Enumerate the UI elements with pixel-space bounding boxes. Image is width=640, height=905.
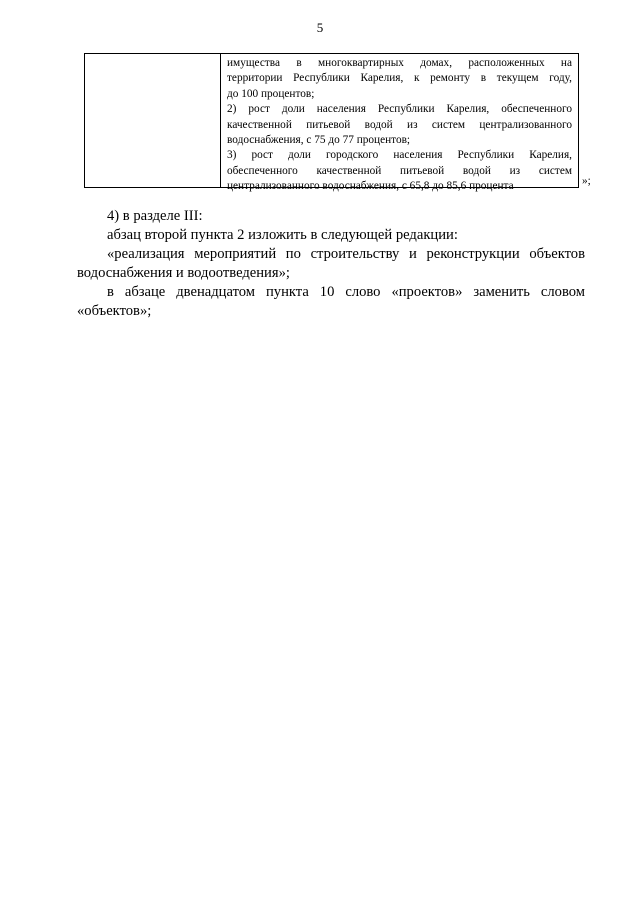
page-number: 5 [316,20,324,35]
table-line: обеспеченного качественной питьевой водой из систем [227,164,572,177]
table-line: 2) рост доли населения Республики Карелия, обеспеченного [227,103,572,116]
document-body [77,207,585,321]
paragraph-amendment-2-line-1: в абзаце двенадцатом пункта 10 слово «проектов» заменить словом [107,284,585,300]
table-line: 3) рост доли городского населения Республики Карелия, [227,149,572,162]
table-cell-right [221,54,578,193]
paragraph-section-item: 4) в разделе III: [107,208,203,224]
table-cell-left [85,54,221,187]
paragraph-quote-line-1: «реализация мероприятий по строительству и реконструкции объектов [107,246,585,262]
closing-quote-mark: »; [582,175,591,187]
table-line: имущества в многоквартирных домах, расположенных на [227,57,572,69]
table-line: централизованного водоснабжения, с 65,8 до 85,6 процента [227,180,514,193]
paragraph-quote-line-2: водоснабжения и водоотведения»; [77,265,290,281]
program-table [84,53,579,193]
table-line: до 100 процентов; [227,87,315,100]
table-line: водоснабжения, с 75 до 77 процентов; [227,134,411,147]
paragraph-amendment-1: абзац второй пункта 2 изложить в следующей редакции: [107,227,458,243]
table-line: качественной питьевой водой из систем централизованного [227,118,572,131]
table-line: территории Республики Карелия, к ремонту в текущем году, [227,72,572,85]
paragraph-amendment-2-line-2: «объектов»; [77,303,152,319]
